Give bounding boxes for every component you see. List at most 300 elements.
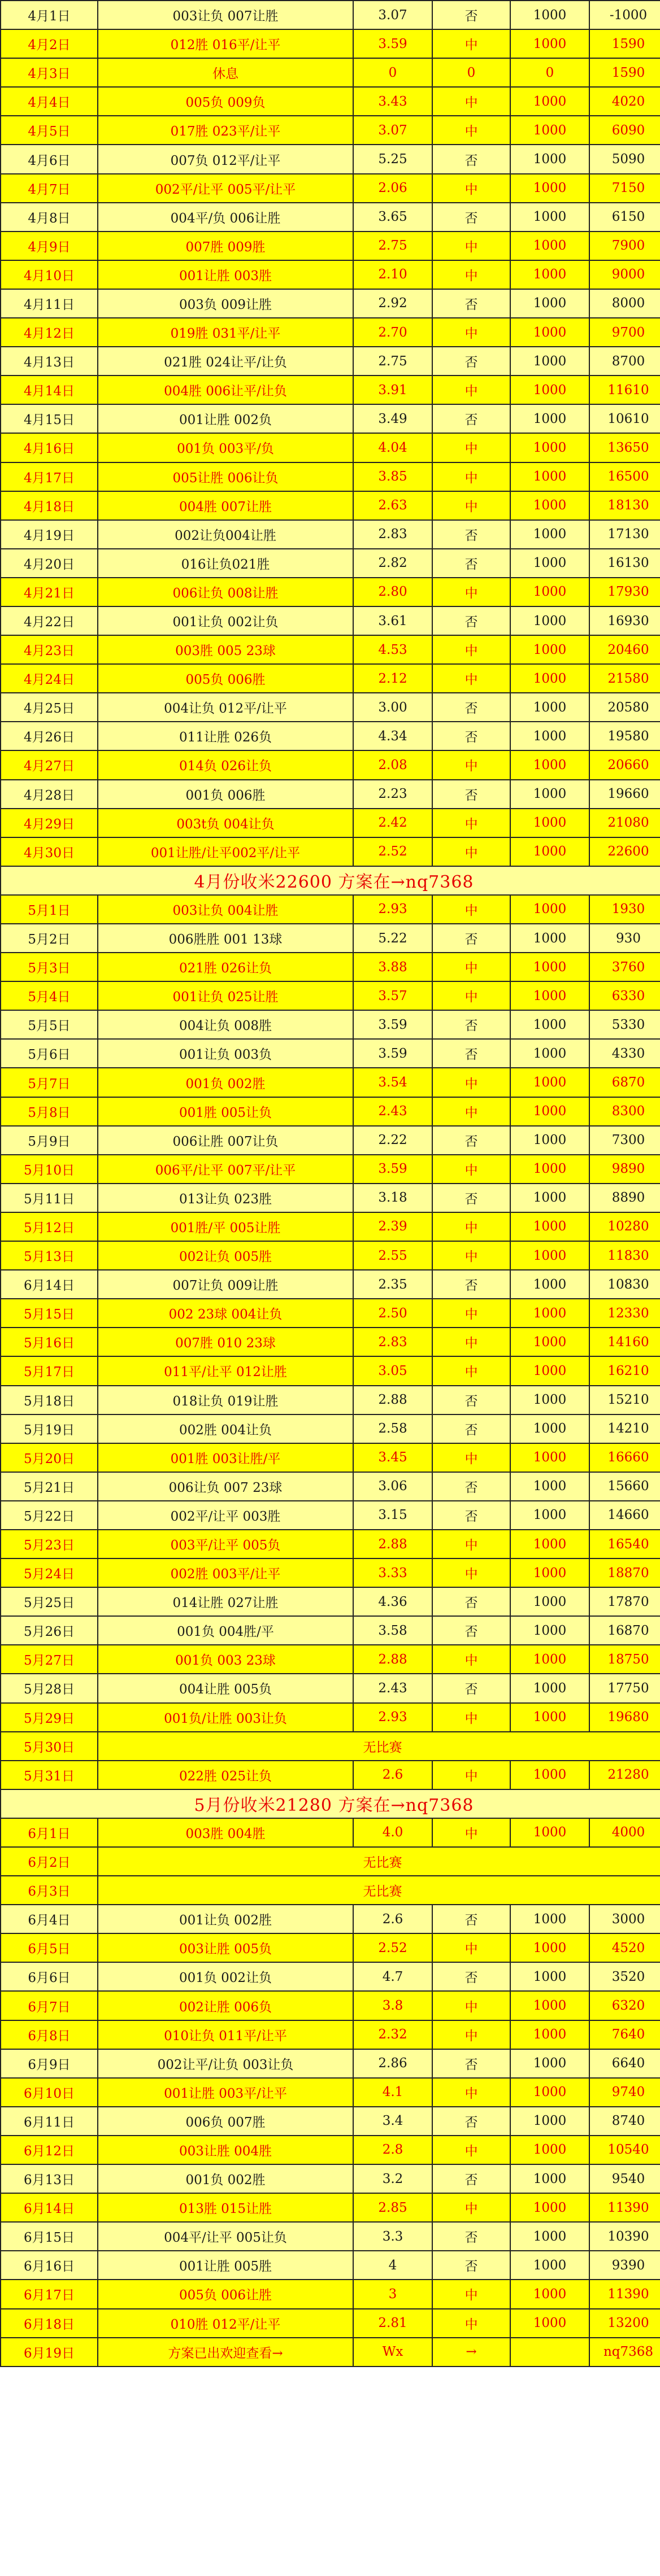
odds-cell: 3.59 bbox=[353, 1039, 432, 1068]
date-cell: 5月30日 bbox=[1, 1732, 98, 1761]
record-row bbox=[1, 981, 660, 1010]
stake-cell: 1000 bbox=[510, 174, 589, 203]
balance-cell: 3520 bbox=[589, 1962, 660, 1991]
record-row bbox=[1, 1616, 660, 1645]
date-cell: 6月14日 bbox=[1, 1270, 98, 1299]
hit-status-cell: 中 bbox=[432, 809, 510, 837]
stake-cell: 1000 bbox=[510, 664, 589, 693]
balance-cell: 9890 bbox=[589, 1155, 660, 1184]
date-cell: 6月1日 bbox=[1, 1818, 98, 1847]
odds-cell: 4.34 bbox=[353, 722, 432, 750]
odds-cell: 4.1 bbox=[353, 2078, 432, 2107]
match-picks-cell: 002让胜 006负 bbox=[98, 1991, 353, 2020]
odds-cell: 5.22 bbox=[353, 924, 432, 953]
odds-cell: 2.50 bbox=[353, 1299, 432, 1328]
stake-cell: 1000 bbox=[510, 693, 589, 722]
record-row bbox=[1, 1962, 660, 1991]
match-picks-cell: 005让胜 006让负 bbox=[98, 462, 353, 491]
record-row bbox=[1, 2309, 660, 2338]
record-row bbox=[1, 1328, 660, 1356]
hit-status-cell: 中 bbox=[432, 1991, 510, 2020]
odds-cell: 4.04 bbox=[353, 433, 432, 462]
month-summary-text: 4月份收米22600 方案在→nq7368 bbox=[1, 866, 660, 895]
stake-cell: 1000 bbox=[510, 520, 589, 549]
odds-cell: 2.75 bbox=[353, 347, 432, 376]
stake-cell: 1000 bbox=[510, 1328, 589, 1356]
hit-status-cell: 中 bbox=[432, 29, 510, 58]
match-picks-cell: 006胜胜 001 13球 bbox=[98, 924, 353, 953]
record-row bbox=[1, 1761, 660, 1789]
record-row bbox=[1, 1587, 660, 1616]
record-row bbox=[1, 1732, 660, 1761]
record-row bbox=[1, 1933, 660, 1962]
stake-cell: 1000 bbox=[510, 203, 589, 232]
stake-cell: 1000 bbox=[510, 289, 589, 318]
hit-status-cell: 否 bbox=[432, 289, 510, 318]
stake-cell: 1000 bbox=[510, 1616, 589, 1645]
date-cell: 6月6日 bbox=[1, 1962, 98, 1991]
date-cell: 4月8日 bbox=[1, 203, 98, 232]
balance-cell: 11390 bbox=[589, 2193, 660, 2222]
record-row bbox=[1, 520, 660, 549]
match-picks-cell: 001负 003 23球 bbox=[98, 1645, 353, 1674]
hit-status-cell: 否 bbox=[432, 145, 510, 173]
hit-status-cell: 否 bbox=[432, 2251, 510, 2280]
odds-cell: 3.18 bbox=[353, 1184, 432, 1212]
match-picks-cell: 006让负 008让胜 bbox=[98, 578, 353, 606]
hit-status-cell: 中 bbox=[432, 895, 510, 924]
hit-status-cell: 中 bbox=[432, 1155, 510, 1184]
balance-cell: 9000 bbox=[589, 260, 660, 289]
record-row bbox=[1, 116, 660, 145]
hit-status-cell: 中 bbox=[432, 1703, 510, 1732]
balance-cell: 6150 bbox=[589, 203, 660, 232]
odds-cell: 3.59 bbox=[353, 1010, 432, 1039]
stake-cell: 1000 bbox=[510, 1962, 589, 1991]
odds-cell: 2.6 bbox=[353, 1761, 432, 1789]
match-picks-cell: 022胜 025让负 bbox=[98, 1761, 353, 1789]
date-cell: 5月15日 bbox=[1, 1299, 98, 1328]
match-picks-cell: 006让胜 007让负 bbox=[98, 1126, 353, 1155]
match-picks-cell: 001让胜 002负 bbox=[98, 404, 353, 433]
stake-cell: 1000 bbox=[510, 1155, 589, 1184]
balance-cell: 4020 bbox=[589, 87, 660, 116]
odds-cell: 3.54 bbox=[353, 1068, 432, 1097]
stake-cell: 1000 bbox=[510, 29, 589, 58]
odds-cell: 3.3 bbox=[353, 2222, 432, 2251]
date-cell: 4月2日 bbox=[1, 29, 98, 58]
hit-status-cell: 否 bbox=[432, 1126, 510, 1155]
stake-cell: 1000 bbox=[510, 232, 589, 260]
hit-status-cell: 中 bbox=[432, 1761, 510, 1789]
date-cell: 4月26日 bbox=[1, 722, 98, 750]
hit-status-cell: 否 bbox=[432, 2107, 510, 2136]
odds-cell: 3.07 bbox=[353, 116, 432, 145]
hit-status-cell: 中 bbox=[432, 750, 510, 779]
record-row bbox=[1, 1414, 660, 1443]
balance-cell: 4000 bbox=[589, 1818, 660, 1847]
match-picks-cell: 002胜 003平/让平 bbox=[98, 1558, 353, 1587]
stake-cell: 1000 bbox=[510, 1933, 589, 1962]
hit-status-cell: 中 bbox=[432, 578, 510, 606]
record-row bbox=[1, 87, 660, 116]
stake-cell: 1000 bbox=[510, 2251, 589, 2280]
balance-cell: 6870 bbox=[589, 1068, 660, 1097]
odds-cell: 3.61 bbox=[353, 606, 432, 635]
stake-cell: 1000 bbox=[510, 1010, 589, 1039]
date-cell: 6月5日 bbox=[1, 1933, 98, 1962]
match-picks-cell: 002平/让平 005平/让平 bbox=[98, 174, 353, 203]
hit-status-cell: 否 bbox=[432, 2222, 510, 2251]
balance-cell: 16500 bbox=[589, 462, 660, 491]
balance-cell: 8000 bbox=[589, 289, 660, 318]
odds-cell: 3.49 bbox=[353, 404, 432, 433]
hit-status-cell: 中 bbox=[432, 1097, 510, 1126]
odds-cell: 2.35 bbox=[353, 1270, 432, 1299]
stake-cell: 1000 bbox=[510, 2049, 589, 2078]
hit-status-cell: 中 bbox=[432, 376, 510, 404]
date-cell: 6月12日 bbox=[1, 2136, 98, 2164]
record-row bbox=[1, 549, 660, 578]
odds-cell: 2.88 bbox=[353, 1530, 432, 1558]
odds-cell: 2.12 bbox=[353, 664, 432, 693]
balance-cell: 19660 bbox=[589, 780, 660, 809]
record-row bbox=[1, 2020, 660, 2049]
hit-status-cell: 否 bbox=[432, 1616, 510, 1645]
date-cell: 6月2日 bbox=[1, 1847, 98, 1876]
date-cell: 4月20日 bbox=[1, 549, 98, 578]
record-row bbox=[1, 260, 660, 289]
hit-status-cell: 否 bbox=[432, 606, 510, 635]
date-cell: 5月1日 bbox=[1, 895, 98, 924]
match-picks-cell: 006让负 007 23球 bbox=[98, 1472, 353, 1501]
stake-cell: 1000 bbox=[510, 87, 589, 116]
record-row bbox=[1, 1270, 660, 1299]
odds-cell: 3.58 bbox=[353, 1616, 432, 1645]
hit-status-cell: 否 bbox=[432, 1472, 510, 1501]
match-picks-cell: 001胜 003让胜/平 bbox=[98, 1443, 353, 1472]
hit-status-cell: 否 bbox=[432, 2164, 510, 2193]
date-cell: 4月16日 bbox=[1, 433, 98, 462]
odds-cell: 2.85 bbox=[353, 2193, 432, 2222]
record-row bbox=[1, 203, 660, 232]
stake-cell: 1000 bbox=[510, 635, 589, 664]
balance-cell: 16870 bbox=[589, 1616, 660, 1645]
match-picks-cell: 003让负 007让胜 bbox=[98, 1, 353, 29]
stake-cell: 1000 bbox=[510, 347, 589, 376]
match-picks-cell: 002 23球 004让负 bbox=[98, 1299, 353, 1328]
date-cell: 4月25日 bbox=[1, 693, 98, 722]
hit-status-cell: 中 bbox=[432, 2020, 510, 2049]
odds-cell: 2.82 bbox=[353, 549, 432, 578]
stake-cell: 1000 bbox=[510, 1212, 589, 1241]
balance-cell: 16930 bbox=[589, 606, 660, 635]
record-row bbox=[1, 2280, 660, 2308]
odds-cell: 3.59 bbox=[353, 29, 432, 58]
match-picks-cell: 003让负 004让胜 bbox=[98, 895, 353, 924]
record-row bbox=[1, 2049, 660, 2078]
stake-cell: 1000 bbox=[510, 376, 589, 404]
date-cell: 4月22日 bbox=[1, 606, 98, 635]
balance-cell: 8740 bbox=[589, 2107, 660, 2136]
odds-cell: 4.0 bbox=[353, 1818, 432, 1847]
date-cell: 4月5日 bbox=[1, 116, 98, 145]
hit-status-cell: 否 bbox=[432, 549, 510, 578]
date-cell: 6月7日 bbox=[1, 1991, 98, 2020]
match-picks-cell: 021胜 026让负 bbox=[98, 953, 353, 981]
stake-cell: 1000 bbox=[510, 1184, 589, 1212]
balance-cell: 17750 bbox=[589, 1674, 660, 1702]
stake-cell: 1000 bbox=[510, 837, 589, 866]
odds-cell: 2.81 bbox=[353, 2309, 432, 2338]
record-row bbox=[1, 1126, 660, 1155]
date-cell: 4月9日 bbox=[1, 232, 98, 260]
table-body bbox=[1, 1, 660, 2367]
balance-cell: 9740 bbox=[589, 2078, 660, 2107]
odds-cell: 3.8 bbox=[353, 1991, 432, 2020]
stake-cell: 1000 bbox=[510, 1645, 589, 1674]
odds-cell: 2.43 bbox=[353, 1674, 432, 1702]
odds-cell: 3 bbox=[353, 2280, 432, 2308]
hit-status-cell: 否 bbox=[432, 722, 510, 750]
stake-cell: 1000 bbox=[510, 895, 589, 924]
date-cell: 6月16日 bbox=[1, 2251, 98, 2280]
odds-cell: 2.83 bbox=[353, 1328, 432, 1356]
odds-cell: 3.85 bbox=[353, 462, 432, 491]
record-row bbox=[1, 2251, 660, 2280]
date-cell: 5月4日 bbox=[1, 981, 98, 1010]
date-cell: 4月13日 bbox=[1, 347, 98, 376]
record-row bbox=[1, 2193, 660, 2222]
record-row bbox=[1, 1991, 660, 2020]
balance-cell: 8890 bbox=[589, 1184, 660, 1212]
stake-cell: 1000 bbox=[510, 1818, 589, 1847]
hit-status-cell: 否 bbox=[432, 1, 510, 29]
odds-cell: 2.86 bbox=[353, 2049, 432, 2078]
odds-cell: 0 bbox=[353, 58, 432, 87]
hit-status-cell: 中 bbox=[432, 491, 510, 520]
date-cell: 4月6日 bbox=[1, 145, 98, 173]
match-picks-cell: 004让胜 005负 bbox=[98, 1674, 353, 1702]
balance-cell: 19580 bbox=[589, 722, 660, 750]
hit-status-cell: 否 bbox=[432, 203, 510, 232]
hit-status-cell: 否 bbox=[432, 780, 510, 809]
date-cell: 6月4日 bbox=[1, 1905, 98, 1933]
balance-cell: 7300 bbox=[589, 1126, 660, 1155]
hit-status-cell: 中 bbox=[432, 1212, 510, 1241]
hit-status-cell: 否 bbox=[432, 1905, 510, 1933]
hit-status-cell: 中 bbox=[432, 174, 510, 203]
match-picks-cell: 002让负004让胜 bbox=[98, 520, 353, 549]
odds-cell: 3.88 bbox=[353, 953, 432, 981]
balance-cell: 8300 bbox=[589, 1097, 660, 1126]
hit-status-cell: 中 bbox=[432, 2280, 510, 2308]
odds-cell: 2.52 bbox=[353, 837, 432, 866]
match-picks-cell: 010让负 011平/让平 bbox=[98, 2020, 353, 2049]
odds-cell: 2.70 bbox=[353, 318, 432, 347]
match-picks-cell: 002让平/让负 003让负 bbox=[98, 2049, 353, 2078]
stake-cell: 1000 bbox=[510, 780, 589, 809]
hit-status-cell: 否 bbox=[432, 2049, 510, 2078]
odds-cell: 3.91 bbox=[353, 376, 432, 404]
match-picks-cell: 005负 009负 bbox=[98, 87, 353, 116]
match-picks-cell: 003平/让平 005负 bbox=[98, 1530, 353, 1558]
balance-cell: 15210 bbox=[589, 1386, 660, 1414]
balance-cell: 4520 bbox=[589, 1933, 660, 1962]
record-row bbox=[1, 1530, 660, 1558]
odds-cell: 2.80 bbox=[353, 578, 432, 606]
stake-cell bbox=[510, 2338, 589, 2367]
match-picks-cell: 001负 002让负 bbox=[98, 1962, 353, 1991]
date-cell: 5月3日 bbox=[1, 953, 98, 981]
record-row bbox=[1, 1039, 660, 1068]
match-picks-cell: 005负 006胜 bbox=[98, 664, 353, 693]
hit-status-cell: 否 bbox=[432, 1501, 510, 1530]
match-picks-cell: 001让胜 003胜 bbox=[98, 260, 353, 289]
stake-cell: 1000 bbox=[510, 145, 589, 173]
date-cell: 5月17日 bbox=[1, 1356, 98, 1385]
record-row bbox=[1, 1847, 660, 1876]
stake-cell: 1000 bbox=[510, 1587, 589, 1616]
stake-cell: 1000 bbox=[510, 1241, 589, 1270]
balance-cell: 14210 bbox=[589, 1414, 660, 1443]
balance-cell: 9540 bbox=[589, 2164, 660, 2193]
odds-cell: 2.08 bbox=[353, 750, 432, 779]
record-row bbox=[1, 664, 660, 693]
record-row bbox=[1, 2222, 660, 2251]
match-picks-cell: 004胜 006让平/让负 bbox=[98, 376, 353, 404]
stake-cell: 1000 bbox=[510, 404, 589, 433]
odds-cell: 4.7 bbox=[353, 1962, 432, 1991]
odds-cell: 2.06 bbox=[353, 174, 432, 203]
hit-status-cell: 中 bbox=[432, 1530, 510, 1558]
date-cell: 5月22日 bbox=[1, 1501, 98, 1530]
record-row bbox=[1, 1212, 660, 1241]
balance-cell: 6330 bbox=[589, 981, 660, 1010]
hit-status-cell: 中 bbox=[432, 462, 510, 491]
date-cell: 5月26日 bbox=[1, 1616, 98, 1645]
record-row bbox=[1, 1443, 660, 1472]
balance-cell: 20580 bbox=[589, 693, 660, 722]
stake-cell: 1000 bbox=[510, 1703, 589, 1732]
match-picks-cell: 010胜 012平/让平 bbox=[98, 2309, 353, 2338]
match-picks-cell: 013让负 023胜 bbox=[98, 1184, 353, 1212]
match-picks-cell: 011让胜 026负 bbox=[98, 722, 353, 750]
hit-status-cell: 否 bbox=[432, 924, 510, 953]
date-cell: 5月18日 bbox=[1, 1386, 98, 1414]
record-row bbox=[1, 780, 660, 809]
record-row bbox=[1, 578, 660, 606]
hit-status-cell: 否 bbox=[432, 1414, 510, 1443]
date-cell: 5月29日 bbox=[1, 1703, 98, 1732]
stake-cell: 1000 bbox=[510, 318, 589, 347]
match-picks-cell: 001负 002胜 bbox=[98, 1068, 353, 1097]
stake-cell: 1000 bbox=[510, 1443, 589, 1472]
balance-cell: 11830 bbox=[589, 1241, 660, 1270]
date-cell: 5月8日 bbox=[1, 1097, 98, 1126]
hit-status-cell: 中 bbox=[432, 232, 510, 260]
record-row bbox=[1, 1356, 660, 1385]
stake-cell: 1000 bbox=[510, 2136, 589, 2164]
record-row bbox=[1, 232, 660, 260]
balance-cell: 7900 bbox=[589, 232, 660, 260]
balance-cell: 5090 bbox=[589, 145, 660, 173]
date-cell: 5月11日 bbox=[1, 1184, 98, 1212]
hit-status-cell: 中 bbox=[432, 981, 510, 1010]
odds-cell: 2.39 bbox=[353, 1212, 432, 1241]
record-row bbox=[1, 2078, 660, 2107]
record-row bbox=[1, 2107, 660, 2136]
hit-status-cell: 中 bbox=[432, 1328, 510, 1356]
balance-cell: 6320 bbox=[589, 1991, 660, 2020]
odds-cell: 2.93 bbox=[353, 1703, 432, 1732]
hit-status-cell: 否 bbox=[432, 1962, 510, 1991]
hit-status-cell: 中 bbox=[432, 318, 510, 347]
hit-status-cell: 否 bbox=[432, 520, 510, 549]
balance-cell: 16210 bbox=[589, 1356, 660, 1385]
balance-cell: 1590 bbox=[589, 29, 660, 58]
record-row bbox=[1, 809, 660, 837]
stake-cell: 1000 bbox=[510, 1558, 589, 1587]
record-row bbox=[1, 462, 660, 491]
record-row bbox=[1, 750, 660, 779]
balance-cell: 19680 bbox=[589, 1703, 660, 1732]
hit-status-cell: 中 bbox=[432, 433, 510, 462]
date-cell: 4月7日 bbox=[1, 174, 98, 203]
balance-cell: 10540 bbox=[589, 2136, 660, 2164]
match-picks-cell: 003胜 004胜 bbox=[98, 1818, 353, 1847]
record-row bbox=[1, 2338, 660, 2367]
balance-cell: 17870 bbox=[589, 1587, 660, 1616]
odds-cell: 2.92 bbox=[353, 289, 432, 318]
date-cell: 6月14日 bbox=[1, 2193, 98, 2222]
match-picks-cell: 007胜 009胜 bbox=[98, 232, 353, 260]
date-cell: 6月3日 bbox=[1, 1876, 98, 1905]
hit-status-cell: 中 bbox=[432, 2309, 510, 2338]
balance-cell: 16130 bbox=[589, 549, 660, 578]
odds-cell: 2.32 bbox=[353, 2020, 432, 2049]
stake-cell: 1000 bbox=[510, 1356, 589, 1385]
odds-cell: 2.8 bbox=[353, 2136, 432, 2164]
hit-status-cell: 0 bbox=[432, 58, 510, 87]
date-cell: 6月18日 bbox=[1, 2309, 98, 2338]
record-row bbox=[1, 29, 660, 58]
hit-status-cell: 中 bbox=[432, 1241, 510, 1270]
date-cell: 6月19日 bbox=[1, 2338, 98, 2367]
date-cell: 4月10日 bbox=[1, 260, 98, 289]
stake-cell: 1000 bbox=[510, 433, 589, 462]
month-summary-row bbox=[1, 866, 660, 895]
odds-cell: 3.06 bbox=[353, 1472, 432, 1501]
stake-cell: 1000 bbox=[510, 722, 589, 750]
record-row bbox=[1, 1097, 660, 1126]
match-picks-cell: 021胜 024让平/让负 bbox=[98, 347, 353, 376]
balance-cell: 20660 bbox=[589, 750, 660, 779]
month-summary-row bbox=[1, 1789, 660, 1818]
date-cell: 4月21日 bbox=[1, 578, 98, 606]
match-picks-cell: 001负 004胜/平 bbox=[98, 1616, 353, 1645]
hit-status-cell: 中 bbox=[432, 1645, 510, 1674]
record-row bbox=[1, 1558, 660, 1587]
date-cell: 4月3日 bbox=[1, 58, 98, 87]
match-picks-cell: 001负 002胜 bbox=[98, 2164, 353, 2193]
record-row bbox=[1, 1068, 660, 1097]
stake-cell: 0 bbox=[510, 58, 589, 87]
balance-cell: nq7368 bbox=[589, 2338, 660, 2367]
match-picks-cell: 014让胜 027让胜 bbox=[98, 1587, 353, 1616]
date-cell: 6月10日 bbox=[1, 2078, 98, 2107]
match-picks-cell: 005负 006让胜 bbox=[98, 2280, 353, 2308]
